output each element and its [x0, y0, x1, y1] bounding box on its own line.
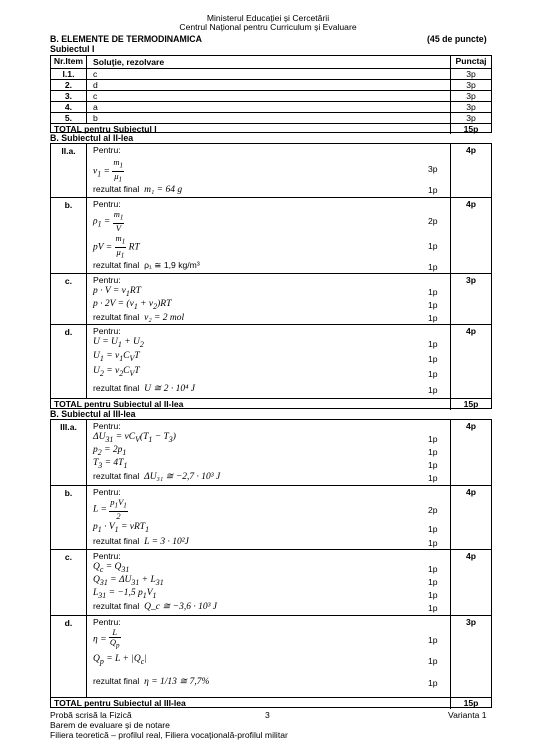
item-points: 3p [450, 80, 491, 90]
subject-1-table [50, 55, 492, 133]
formula: $T_3 = 4T_1$ [93, 458, 128, 470]
item-points: 3p [450, 91, 491, 101]
line-points: 1p [428, 538, 438, 548]
item-answer: b [93, 113, 98, 123]
table-row [51, 113, 491, 124]
total-label: TOTAL pentru Subiectul al II-lea [54, 399, 184, 409]
line-points: 1p [428, 313, 438, 323]
section-title: B. ELEMENTE DE TERMODINAMICA [50, 34, 202, 44]
total-points: 15p [450, 124, 491, 134]
line-points: 3p [428, 164, 438, 174]
item-number: III.a. [51, 420, 87, 485]
item-number: d. [51, 325, 87, 398]
line-points: 1p [428, 185, 438, 195]
item-number: 3. [51, 91, 87, 101]
footer-profile: Filiera teoretică – profilul real, Filiera vocațională-profilul militar [50, 730, 288, 740]
item-answer: c [93, 69, 98, 79]
formula: $p \cdot V = \nu_1RT$ [93, 286, 141, 298]
line-points: 1p [428, 300, 438, 310]
formula: pV = $\frac{m_1}{\mu_1}$ RT [93, 233, 140, 260]
item-row-III-b [51, 486, 491, 550]
footer-barem: Barem de evaluare și de notare [50, 720, 170, 730]
pentru-label: Pentru: [93, 326, 121, 336]
item-points: 3p [450, 69, 491, 79]
pentru-label: Pentru: [93, 487, 121, 497]
line-points: 1p [428, 241, 438, 251]
table-row [51, 69, 491, 80]
item-row-II-d [51, 325, 491, 399]
line-points: 1p [428, 447, 438, 457]
formula: $p \cdot 2V = (\nu_1 + \nu_2)RT$ [93, 299, 172, 311]
pentru-label: Pentru: [93, 275, 121, 285]
item-row-III-d [51, 616, 491, 698]
pentru-label: Pentru: [93, 421, 121, 431]
item-number: c. [51, 274, 87, 324]
final-result: rezultat final U ≅ 2 · 10⁴ J [93, 383, 195, 394]
item-points: 4p [450, 325, 491, 398]
item-points: 3p [450, 102, 491, 112]
total-points: 15p [450, 399, 491, 410]
final-result: rezultat final ν₂ = 2 mol [93, 312, 185, 323]
line-points: 1p [428, 590, 438, 600]
item-points: 3p [450, 113, 491, 123]
line-points: 1p [428, 524, 438, 534]
formula: $U = U_1 + U_2$ [93, 337, 144, 349]
total-label: TOTAL pentru Subiectul I [54, 124, 157, 134]
col-points: Punctaj [450, 56, 491, 68]
item-number: 2. [51, 80, 87, 90]
formula: $\rho_1$ = $\frac{m_1}{V}$ [93, 209, 124, 233]
item-number: I.1. [51, 69, 87, 79]
formula: $p_2 = 2p_1$ [93, 445, 127, 457]
table-row [51, 80, 491, 91]
item-points: 4p [450, 486, 491, 549]
item-points: 4p [450, 550, 491, 615]
final-result: rezultat final ρ₁ ≅ 1,9 kg/m³ [93, 260, 200, 270]
item-answer: c [93, 91, 98, 101]
line-points: 2p [428, 505, 438, 515]
formula: $L_{31} = -1,5$ $p_1V_1$ [93, 588, 157, 600]
item-points: 3p [450, 274, 491, 324]
line-points: 1p [428, 564, 438, 574]
section-points: (45 de puncte) [427, 34, 487, 44]
item-number: II.a. [51, 144, 87, 197]
table-row [51, 102, 491, 113]
line-points: 1p [428, 434, 438, 444]
item-points: 4p [450, 420, 491, 485]
subject-3-table [50, 419, 492, 708]
formula: η = $\frac{L}{Q_p}$ [93, 627, 120, 650]
table-row [51, 91, 491, 102]
line-points: 1p [428, 385, 438, 395]
item-row-II-a [51, 144, 491, 198]
total-points: 15p [450, 698, 491, 709]
line-points: 2p [428, 216, 438, 226]
item-answer: a [93, 102, 98, 112]
final-result: rezultat final L = 3 · 10²J [93, 536, 189, 547]
line-points: 1p [428, 339, 438, 349]
line-points: 1p [428, 656, 438, 666]
footer-exam: Probă scrisă la Fizică [50, 710, 132, 720]
formula: $Q_c = Q_{31}$ [93, 562, 130, 574]
formula: $\Delta U_{31} = \nu C_V(T_1 - T_3)$ [93, 432, 176, 444]
line-points: 1p [428, 460, 438, 470]
subject-2-title: B. Subiectul al II-lea [50, 133, 134, 143]
formula: $p_1 \cdot V_1 = \nu RT_1$ [93, 522, 150, 534]
pentru-label: Pentru: [93, 551, 121, 561]
line-points: 1p [428, 635, 438, 645]
ministry-name: Ministerul Educației și Cercetării [206, 13, 330, 23]
line-points: 1p [428, 262, 438, 272]
variant-label: Varianta 1 [448, 710, 487, 720]
formula: $\nu_1$ = $\frac{m_1}{\mu_1}$ [93, 157, 124, 184]
center-name: Centrul Național pentru Curriculum și Evaluare [179, 22, 357, 32]
page-number: 3 [265, 710, 270, 720]
final-result: rezultat final Q_c ≅ −3,6 · 10³ J [93, 601, 218, 612]
col-item: Nr.Item [51, 56, 87, 68]
item-number: d. [51, 616, 87, 697]
final-result: rezultat final η = 1/13 ≅ 7,7% [93, 676, 210, 687]
table-header-row [51, 56, 491, 69]
final-result: rezultat final m₁ = 64 g [93, 184, 183, 195]
item-row-III-c [51, 550, 491, 616]
item-points: 4p [450, 198, 491, 273]
line-points: 1p [428, 603, 438, 613]
line-points: 1p [428, 678, 438, 688]
item-number: c. [51, 550, 87, 615]
item-points: 4p [450, 144, 491, 197]
item-number: b. [51, 198, 87, 273]
line-points: 1p [428, 354, 438, 364]
item-number: 5. [51, 113, 87, 123]
item-number: 4. [51, 102, 87, 112]
pentru-label: Pentru: [93, 617, 121, 627]
item-row-II-b [51, 198, 491, 274]
pentru-label: Pentru: [93, 199, 121, 209]
formula: L = $\frac{p_1V_1}{2}$ [93, 497, 127, 521]
formula: $U_2 = \nu_2C_VT$ [93, 366, 140, 378]
final-result: rezultat final ΔU₃₁ ≅ −2,7 · 10³ J [93, 471, 221, 482]
formula: $Q_p = L + |Q_c|$ [93, 654, 147, 666]
item-row-III-a [51, 420, 491, 486]
subject-2-table [50, 143, 492, 409]
col-solution: Soluţie, rezolvare [93, 57, 165, 67]
total-row [51, 698, 491, 709]
pentru-label: Pentru: [93, 145, 121, 155]
subject-3-title: B. Subiectul al III-lea [50, 409, 136, 419]
line-points: 1p [428, 577, 438, 587]
item-number: b. [51, 486, 87, 549]
item-points: 3p [450, 616, 491, 697]
formula: $U_1 = \nu_1C_VT$ [93, 351, 140, 363]
line-points: 1p [428, 473, 438, 483]
line-points: 1p [428, 287, 438, 297]
subject-1-title: Subiectul I [50, 44, 95, 54]
item-answer: d [93, 80, 98, 90]
total-label: TOTAL pentru Subiectul al III-lea [54, 698, 186, 708]
item-row-II-c [51, 274, 491, 325]
formula: $Q_{31} = \Delta U_{31} + L_{31}$ [93, 575, 164, 587]
line-points: 1p [428, 369, 438, 379]
